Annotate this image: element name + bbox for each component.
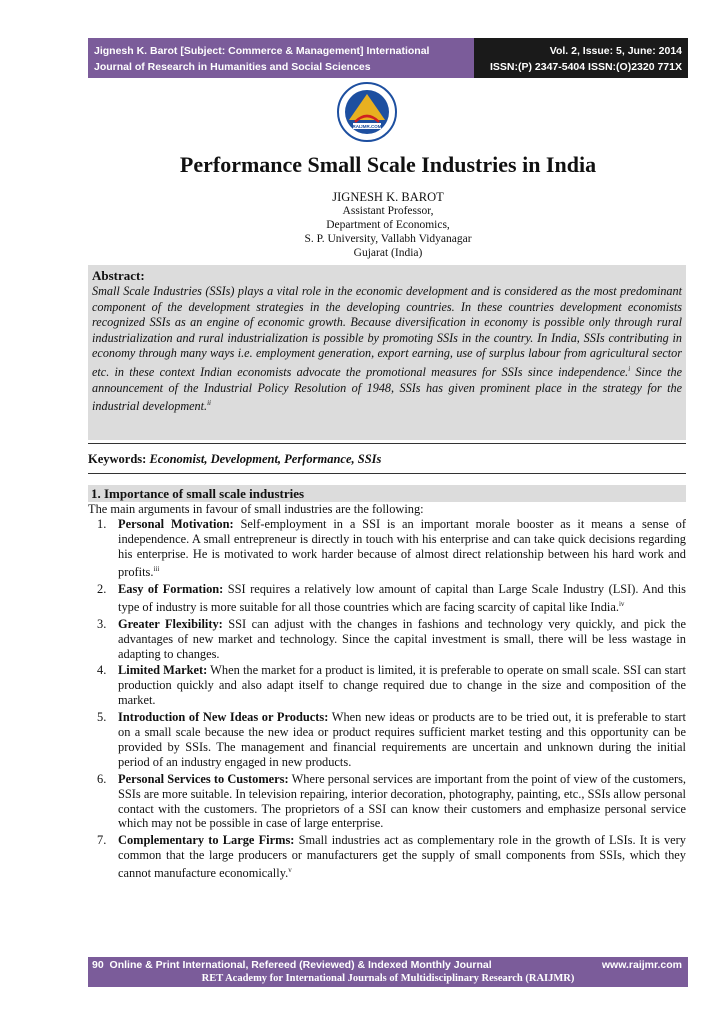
paper-title: Performance Small Scale Industries in India <box>179 152 597 177</box>
list-item-text: Self-employment in a SSI is an important morale booster as it means a sense of independence. A small entrepreneur is directly in touch with his enterprise and can take quick decisions regarding his enterprise. He is motivated to work harder because of almost direct relationship between his hard work and profits. <box>118 517 687 579</box>
list-item-label: Complementary to Large Firms: <box>118 833 295 848</box>
keywords <box>88 452 686 467</box>
abstract-text-part1: Small Scale Industries (SSIs) plays a vital role in the economic development and is considered as the most predominant component of the development strategies in the developing countries. In these countries development economists recognized SSIs as an engine of economic growth. Because diversification in economy is possible only through rural industrialization and rural industrialization is possible by promoting SSIs in the country. In India, SSIs contributing in economy through many ways i.e. employment generation, export earning, use of surplus labour from agricultural sector etc. in these context Indian economists advocate the promotional measures for SSIs since independence. <box>92 284 682 380</box>
abstract-ref2: ii <box>207 399 211 408</box>
keywords-label: Keywords: <box>88 452 147 466</box>
list-item-number: 2. <box>97 581 107 596</box>
list-item-label: Personal Services to Customers: <box>118 771 289 786</box>
list-item <box>88 772 686 832</box>
author-position: Assistant Professor, <box>342 205 434 217</box>
list-item <box>88 710 686 770</box>
abstract-heading: Abstract: <box>92 268 145 283</box>
author-block <box>88 190 688 260</box>
logo-text: RAIJMR.COM <box>352 124 382 129</box>
list-item-text: SSI requires a relatively low amount of capital than Large Scale Industry (LSI). And this type of industry is more suitable for all those countries which are facing scarcity of capital like India. <box>118 581 686 614</box>
page-number: 90 <box>92 959 104 971</box>
list-item-label: Easy of Formation: <box>118 581 224 596</box>
abstract-box <box>88 265 686 440</box>
list-item <box>88 663 686 708</box>
author-university: S. P. University, Vallabh Vidyanagar <box>304 233 472 245</box>
list-item-text: SSI can adjust with the changes in fashions and technology very quickly, and pick the advantages of new market and technology. Since the capital investment is small, there will be less wastage in adapting to changes. <box>118 616 686 661</box>
section-heading: 1. Importance of small scale industries <box>88 485 686 502</box>
list-item-ref: iii <box>153 564 160 573</box>
divider-bottom <box>88 473 686 474</box>
list-item-number: 3. <box>97 616 107 631</box>
header-left-line1: Jignesh K. Barot [Subject: Commerce & Management] International <box>94 45 430 57</box>
header-right-line1: Vol. 2, Issue: 5, June: 2014 <box>549 45 682 57</box>
journal-footer <box>88 957 688 987</box>
author-name: JIGNESH K. BAROT <box>332 190 444 204</box>
list-item-ref: iv <box>618 599 625 608</box>
header-right-line2: ISSN:(P) 2347-5404 ISSN:(O)2320 771X <box>489 61 682 73</box>
list-item-text: Small industries act as complementary role in the growth of LSIs. It is very common that the large producers or manufacturers get the supply of small components from SSIs, which they cannot manufacture economically. <box>118 833 686 881</box>
journal-header <box>88 38 688 78</box>
list-item-number: 4. <box>97 663 107 678</box>
list-item-label: Greater Flexibility: <box>118 616 223 631</box>
divider-top <box>88 443 686 444</box>
list-item-label: Introduction of New Ideas or Products: <box>118 710 329 725</box>
list-item <box>88 517 686 580</box>
section-intro: The main arguments in favour of small industries are the following: <box>88 502 424 516</box>
header-issue-info <box>474 38 688 78</box>
list-item <box>88 582 686 615</box>
list-item-text: Where personal services are important from the point of view of the customers, SSIs are more suitable. In television repairing, interior decoration, photography, painting, etc., SSIs allow personal contact with the customers. The proprietors of a SSI can know their customers and emphasize personal service which may not be possible in case of large enterprise. <box>118 771 686 831</box>
header-journal-info <box>88 38 474 78</box>
list-item-number: 7. <box>97 833 107 848</box>
footer-url: www.raijmr.com <box>601 959 682 971</box>
header-left-line2: Journal of Research in Humanities and Social Sciences <box>94 61 371 73</box>
footer-publisher: RET Academy for International Journals of Multidisciplinary Research (RAIJMR) <box>201 973 575 984</box>
list-item <box>88 833 686 881</box>
list-item-number: 5. <box>97 710 107 725</box>
numbered-list <box>88 517 686 883</box>
footer-journal-line: Online & Print International, Refereed (Reviewed) & Indexed Monthly Journal <box>109 959 492 971</box>
abstract-text-part2: Since the announcement of the Industrial Policy Resolution of 1948, SSIs has given prominent place in the strategy for the industrial development. <box>92 365 682 414</box>
abstract-text <box>92 284 682 415</box>
list-item-number: 1. <box>97 517 107 531</box>
keywords-text: Economist, Development, Performance, SSIs <box>149 452 382 466</box>
list-item-text: When new ideas or products are to be tried out, it is preferable to start on a small scale because the new idea or product requires sufficient market testing and this opportunity can be provided by SSIs. The management and financial requirements are uncertain and unknown during the initial period of an industry engaged in new products. <box>118 710 686 769</box>
author-state: Gujarat (India) <box>353 247 423 259</box>
list-item-text: When the market for a product is limited, it is preferable to operate on small scale. SSI can start production quickly and also adapt itself to change required due to change in the size and composition of the market. <box>118 663 686 708</box>
author-department: Department of Economics, <box>326 219 450 231</box>
list-item <box>88 617 686 662</box>
list-item-label: Limited Market: <box>118 663 208 678</box>
list-item-label: Personal Motivation: <box>118 517 234 531</box>
list-item-number: 6. <box>97 771 107 786</box>
abstract-ref1: i <box>628 364 631 373</box>
raijmr-seal-icon <box>337 82 397 142</box>
list-item-ref: v <box>288 866 292 875</box>
